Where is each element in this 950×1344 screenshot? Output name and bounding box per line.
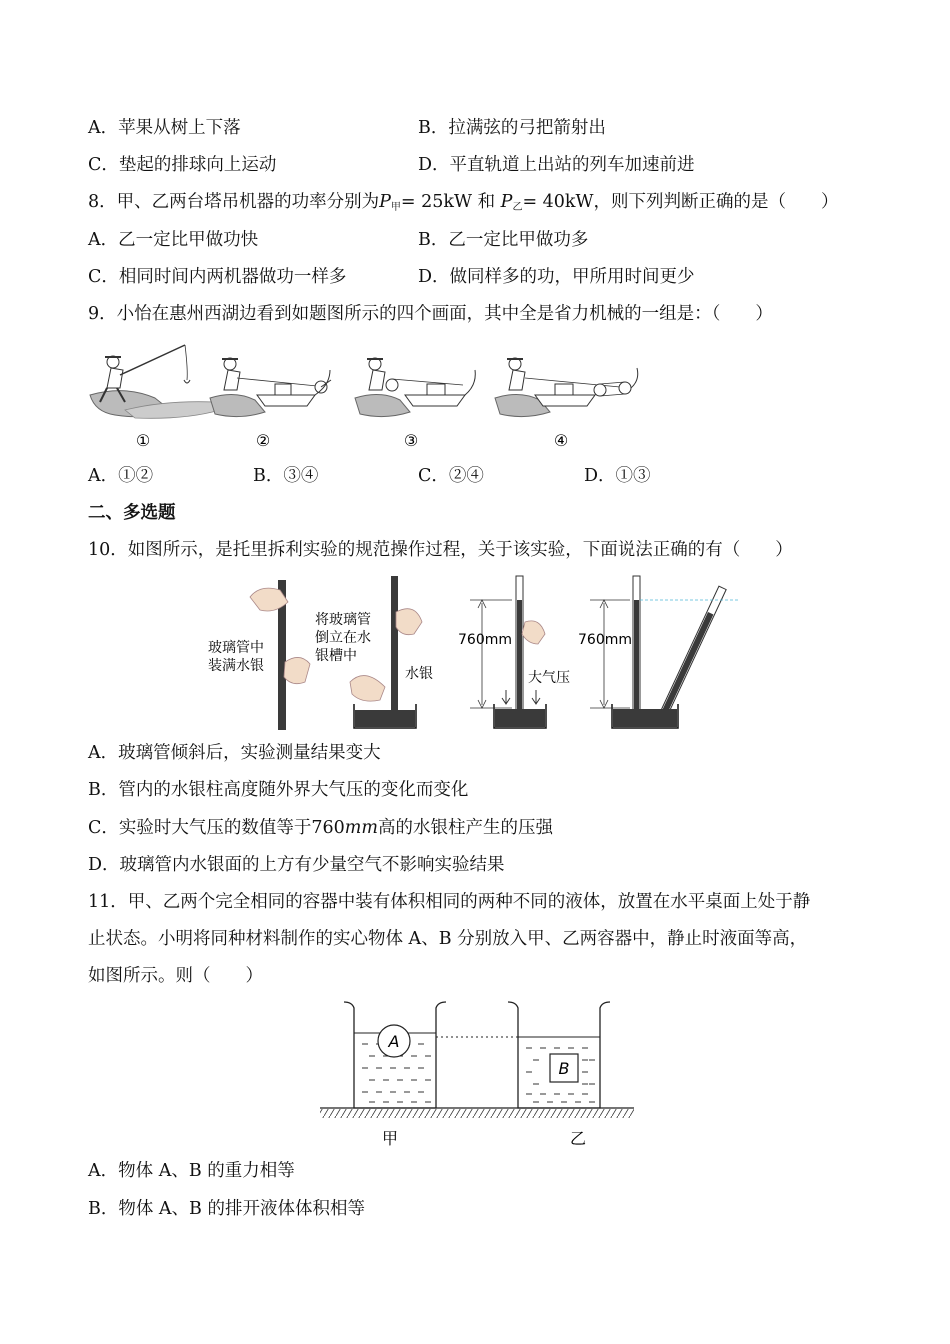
section-title: 二、多选题 [88,503,176,523]
q10-option-a: A．玻璃管倾斜后，实验测量结果变大 [88,743,381,763]
figure-panel-2 [210,358,331,450]
q10-c-end: 高的水银柱产生的压强 [378,818,553,838]
q9-option-a: A．①② [88,466,154,486]
figure-label-1: ① [135,431,151,450]
container-right [508,1002,610,1108]
q8-stem [88,191,839,219]
q8-option-b: B．乙一定比甲做功多 [418,230,589,250]
q8-option-c: C．相同时间内两机器做功一样多 [88,267,347,287]
fig-label-fill-2: 装满水银 [208,658,264,674]
p1-subscript: 甲 [390,202,401,213]
q11-stem-line-1: 11．甲、乙两个完全相同的容器中装有体积相同的两种不同的液体，放置在水平桌面上处于静 [88,892,811,912]
object-a-label: A [388,1032,400,1051]
q7-option-d: D．平直轨道上出站的列车加速前进 [418,155,695,175]
q7-option-b: B．拉满弦的弓把箭射出 [418,118,606,138]
q10-figure [200,572,760,734]
container-left [344,1002,446,1108]
fig-height-760-a: 760mm [458,632,512,648]
q11-stem-line-3: 如图所示。则（ ） [88,966,263,986]
q10-option-d: D．玻璃管内水银面的上方有少量空气不影响实验结果 [88,855,505,875]
torricelli-step-4 [578,576,740,728]
p2-subscript: 乙 [512,202,523,213]
fig-label-mercury: 水银 [405,666,433,682]
q8-option-a: A．乙一定比甲做功快 [88,230,259,250]
torricelli-step-2 [315,576,433,728]
object-b-label: B [558,1059,570,1078]
figure-label-2: ② [255,431,271,450]
fig-label-invert-3: 银槽中 [315,648,357,664]
fig-height-760-b: 760mm [578,632,632,648]
q10-c-unit: mm [344,818,378,838]
q10-c-number: 760 [311,818,345,838]
q11-option-a: A．物体 A、B 的重力相等 [88,1161,295,1181]
q9-option-d: D．①③ [584,466,651,486]
q8-stem-end: ，则下列判断正确的是（ ） [593,192,839,212]
figure-label-3: ③ [403,431,419,450]
torricelli-step-3 [458,576,570,728]
q8-stem-start: 8．甲、乙两台塔吊机器的功率分别为 [88,192,380,212]
fig-label-fill-1: 玻璃管中 [208,640,264,656]
p1-value: = 25kW [400,192,473,212]
q9-option-b: B．③④ [253,466,319,486]
container-right-label: 乙 [569,1129,587,1148]
q11-figure [318,996,636,1151]
q7-option-a: A．苹果从树上下落 [88,118,241,138]
q8-option-d: D．做同样多的功，甲所用时间更少 [418,267,695,287]
fig-label-invert-1: 将玻璃管 [315,612,371,628]
q8-and: 和 [472,192,501,212]
q11-stem-line-2: 止状态。小明将同种材料制作的实心物体 A、B 分别放入甲、乙两容器中，静止时液面等高， [88,929,808,949]
figure-label-4: ④ [553,431,569,450]
fig-label-invert-2: 倒立在水 [315,630,371,646]
q9-figure [85,340,645,455]
torricelli-step-1 [208,580,310,730]
fig-label-air-pressure: 大气压 [528,670,570,686]
figure-panel-3 [355,358,475,450]
figure-panel-1 [90,345,220,450]
q9-stem: 9．小怡在惠州西湖边看到如题图所示的四个画面，其中全是省力机械的一组是：（ ） [88,304,773,324]
q10-option-c [88,817,553,839]
p1-symbol: P [379,192,391,212]
q10-c-start: C．实验时大气压的数值等于 [88,818,312,838]
q9-option-c: C．②④ [418,466,484,486]
p2-symbol: P [500,192,513,212]
q10-stem: 10．如图所示，是托里拆利实验的规范操作过程，关于该实验，下面说法正确的有（ ） [88,540,793,560]
p2-value: = 40kW [522,192,594,212]
q11-option-b: B．物体 A、B 的排开液体体积相等 [88,1199,365,1219]
q7-option-c: C．垫起的排球向上运动 [88,155,277,175]
q10-option-b: B．管内的水银柱高度随外界大气压的变化而变化 [88,780,469,800]
figure-panel-4 [495,358,638,450]
container-left-label: 甲 [381,1129,399,1148]
